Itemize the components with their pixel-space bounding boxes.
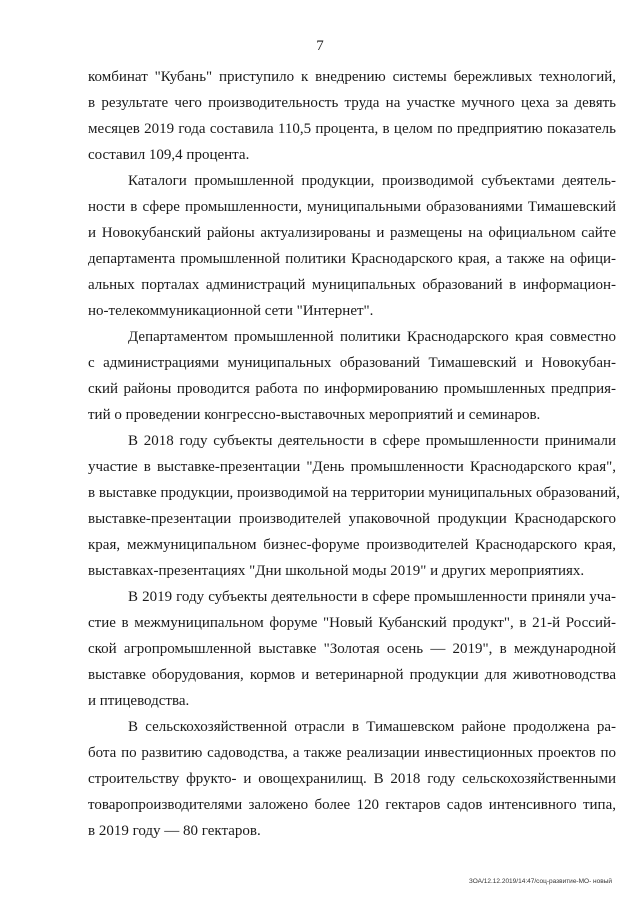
- paragraph: [88, 714, 616, 844]
- text-line: края, межмуниципальном бизнес-форуме производителей Краснодарского края,: [88, 537, 616, 553]
- text-line: комбинат "Кубань" приступило к внедрению системы бережливых технологий,: [88, 69, 616, 85]
- text-line: в результате чего производительность труда на участке мучного цеха за девять: [88, 95, 616, 111]
- text-line: В 2018 году субъекты деятельности в сфере промышленности принимали: [128, 433, 616, 449]
- document-body: [88, 64, 620, 844]
- text-line: строительству фрукто- и овощехранилищ. В 2018 году сельскохозяйственными: [88, 771, 616, 787]
- text-line: участие в выставке-презентации "День промышленности Краснодарского края",: [88, 459, 616, 475]
- paragraph: [88, 584, 616, 714]
- text-line: ский районы проводится работа по информированию промышленных предприя-: [88, 381, 616, 397]
- paragraph: [88, 428, 620, 584]
- paragraph: [88, 168, 616, 324]
- text-line: Каталоги промышленной продукции, производимой субъектами деятель-: [128, 173, 616, 189]
- text-line: выставке-презентации производителей упаковочной продукции Краснодарского: [88, 511, 616, 527]
- text-line: в выставке продукции, производимой на территории муниципальных образований,: [88, 485, 620, 501]
- text-line: товаропроизводителями заложено более 120 гектаров садов интенсивного типа,: [88, 797, 616, 813]
- text-line: и птицеводства.: [88, 693, 190, 709]
- text-line: ской агропромышленной выставке "Золотая осень — 2019", в международной: [88, 641, 616, 657]
- text-line: составил 109,4 процента.: [88, 147, 250, 163]
- text-line: в 2019 году — 80 гектаров.: [88, 823, 261, 839]
- text-line: бота по развитию садоводства, а также реализации инвестиционных проектов по: [88, 745, 616, 761]
- text-line: с администрациями муниципальных образований Тимашевский и Новокубан-: [88, 355, 616, 371]
- text-line: стие в межмуниципальном форуме "Новый Кубанский продукт", в 21-й Россий-: [88, 615, 616, 631]
- text-line: выставке оборудования, кормов и ветеринарной продукции для животноводства: [88, 667, 616, 683]
- text-line: тий о проведении конгрессно-выставочных мероприятий и семинаров.: [88, 407, 541, 423]
- text-line: и Новокубанский районы актуализированы и размещены на официальном сайте: [88, 225, 616, 241]
- footer-file-stamp: ЗОА/12.12.2019/14:47/соц-развитие-МО- новый: [468, 878, 612, 885]
- text-line: В 2019 году субъекты деятельности в сфере промышленности приняли уча-: [128, 589, 616, 605]
- page-number: 7: [316, 38, 324, 54]
- text-line: Департаментом промышленной политики Краснодарского края совместно: [128, 329, 616, 345]
- text-line: месяцев 2019 года составила 110,5 процента, в целом по предприятию показатель: [88, 121, 616, 137]
- text-line: В сельскохозяйственной отрасли в Тимашевском районе продолжена ра-: [128, 719, 616, 735]
- paragraph: [88, 64, 616, 168]
- text-line: но-телекоммуникационной сети "Интернет".: [88, 303, 374, 319]
- text-line: департамента промышленной политики Краснодарского края, а также на офици-: [88, 251, 616, 267]
- text-line: выставках-презентациях "Дни школьной моды 2019" и других мероприятиях.: [88, 563, 585, 579]
- paragraph: [88, 324, 616, 428]
- text-line: альных порталах администраций муниципальных образований в информацион-: [88, 277, 616, 293]
- text-line: ности в сфере промышленности, муниципальными образованиями Тимашевский: [88, 199, 616, 215]
